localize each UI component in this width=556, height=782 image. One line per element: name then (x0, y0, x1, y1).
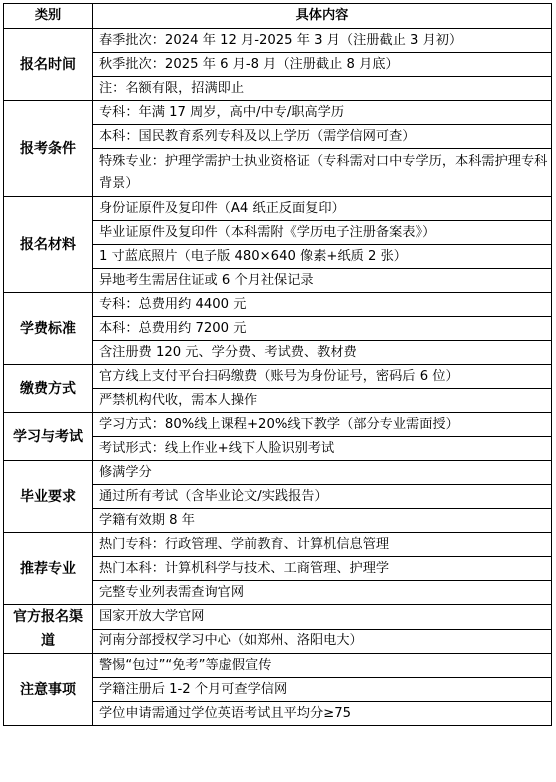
content-cell: 严禁机构代收，需本人操作 (93, 389, 552, 413)
header-category: 类别 (4, 4, 93, 29)
content-cell: 考试形式：线上作业+线下人脸识别考试 (93, 437, 552, 461)
info-table (3, 3, 552, 726)
category-cell: 学费标准 (4, 293, 93, 365)
content-cell: 身份证原件及复印件（A4 纸正反面复印） (93, 197, 552, 221)
category-cell: 报名时间 (4, 29, 93, 101)
category-cell: 毕业要求 (4, 461, 93, 533)
table-row (4, 101, 552, 125)
header-row (4, 4, 552, 29)
table-row (4, 197, 552, 221)
content-cell: 热门专科：行政管理、学前教育、计算机信息管理 (93, 533, 552, 557)
content-cell: 春季批次：2024 年 12 月-2025 年 3 月（注册截止 3 月初） (93, 29, 552, 53)
category-cell: 推荐专业 (4, 533, 93, 605)
content-cell: 秋季批次：2025 年 6 月-8 月（注册截止 8 月底） (93, 53, 552, 77)
content-cell: 本科：总费用约 7200 元 (93, 317, 552, 341)
table-row (4, 413, 552, 437)
content-cell: 专科：年满 17 周岁，高中/中专/职高学历 (93, 101, 552, 125)
table-row (4, 293, 552, 317)
header-content: 具体内容 (93, 4, 552, 29)
content-cell: 1 寸蓝底照片（电子版 480×640 像素+纸质 2 张） (93, 245, 552, 269)
category-cell: 学习与考试 (4, 413, 93, 461)
content-cell: 注：名额有限，招满即止 (93, 77, 552, 101)
content-cell: 学籍有效期 8 年 (93, 509, 552, 533)
content-cell: 特殊专业：护理学需护士执业资格证（专科需对口中专学历，本科需护理专科背景） (93, 149, 552, 197)
content-cell: 学习方式：80%线上课程+20%线下教学（部分专业需面授） (93, 413, 552, 437)
content-cell: 热门本科：计算机科学与技术、工商管理、护理学 (93, 557, 552, 581)
table-row (4, 533, 552, 557)
content-cell: 异地考生需居住证或 6 个月社保记录 (93, 269, 552, 293)
content-cell: 官方线上支付平台扫码缴费（账号为身份证号，密码后 6 位） (93, 365, 552, 389)
table-row (4, 461, 552, 485)
content-cell: 学籍注册后 1-2 个月可查学信网 (93, 678, 552, 702)
content-cell: 通过所有考试（含毕业论文/实践报告） (93, 485, 552, 509)
content-cell: 河南分部授权学习中心（如郑州、洛阳电大） (93, 629, 552, 654)
content-cell: 学位申请需通过学位英语考试且平均分≥75 (93, 702, 552, 726)
content-cell: 含注册费 120 元、学分费、考试费、教材费 (93, 341, 552, 365)
content-cell: 完整专业列表需查询官网 (93, 581, 552, 605)
content-cell: 毕业证原件及复印件（本科需附《学历电子注册备案表》） (93, 221, 552, 245)
content-cell: 本科：国民教育系列专科及以上学历（需学信网可查） (93, 125, 552, 149)
table-row (4, 654, 552, 678)
table-row (4, 29, 552, 53)
table-row (4, 365, 552, 389)
category-cell: 官方报名渠道 (4, 605, 93, 654)
category-cell: 报名材料 (4, 197, 93, 293)
category-cell: 报考条件 (4, 101, 93, 197)
content-cell: 专科：总费用约 4400 元 (93, 293, 552, 317)
category-cell: 注意事项 (4, 654, 93, 726)
content-cell: 修满学分 (93, 461, 552, 485)
table-row (4, 605, 552, 630)
content-cell: 国家开放大学官网 (93, 605, 552, 630)
category-cell: 缴费方式 (4, 365, 93, 413)
content-cell: 警惕“包过”“免考”等虚假宣传 (93, 654, 552, 678)
